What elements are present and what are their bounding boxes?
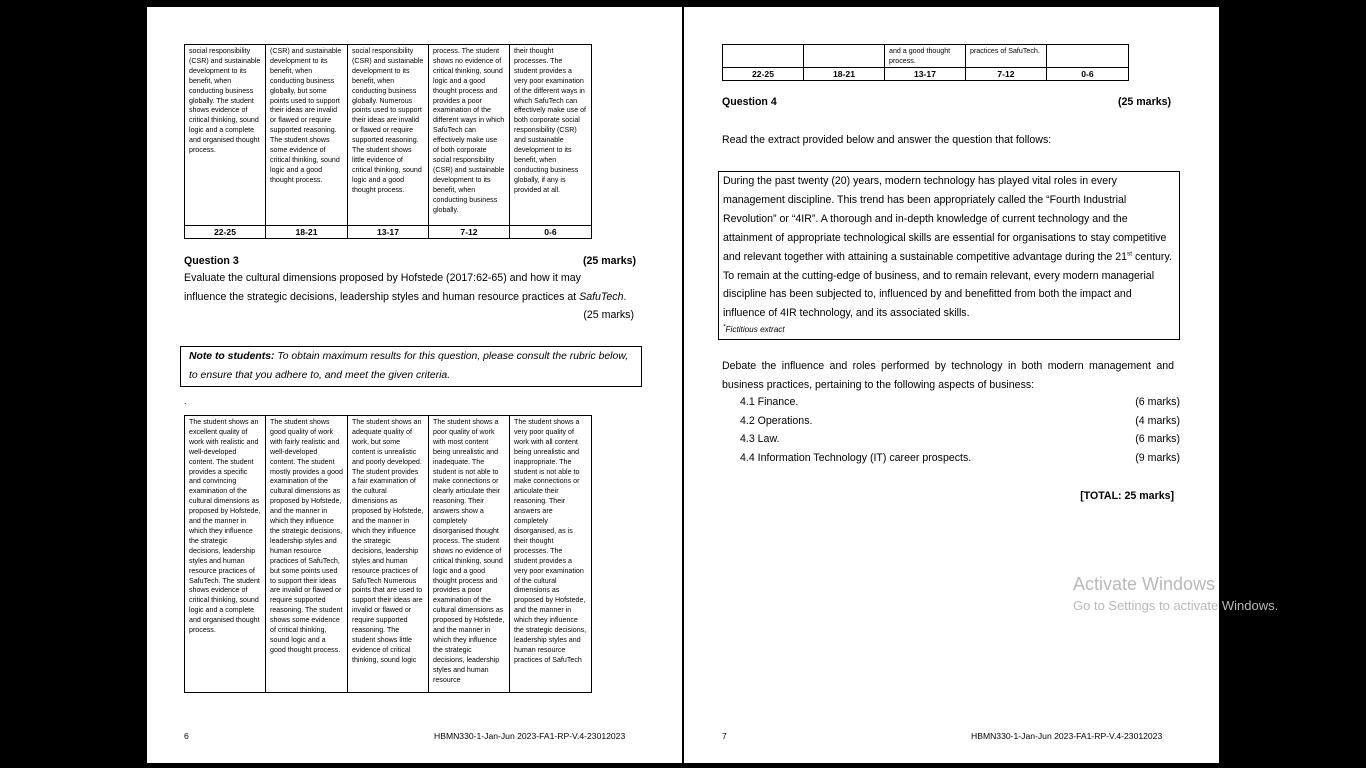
- aspect-law: [740, 433, 1180, 452]
- question-3-marks-repeat: (25 marks): [583, 309, 634, 321]
- question-3-heading: Question 3: [184, 255, 239, 267]
- rubric-table-question-3: [184, 415, 592, 693]
- page-number: 6: [184, 731, 189, 741]
- rubric-score: 13-17: [885, 67, 966, 80]
- rubric-score: 7-12: [966, 67, 1047, 80]
- document-page-7: [684, 7, 1219, 763]
- rubric-score: 7-12: [429, 226, 510, 239]
- aspect-marks: (9 marks): [1135, 452, 1180, 464]
- watermark-title: Activate Windows: [1073, 574, 1216, 594]
- question-3-line-1: Evaluate the cultural dimensions proposed by Hofstede (2017:62-65) and how it may: [184, 272, 581, 284]
- aspect-label: 4.1 Finance.: [740, 396, 799, 408]
- document-code: HBMN330-1-Jan-Jun 2023-FA1-RP-V.4-23012023: [971, 731, 1163, 741]
- rubric-score: 22-25: [723, 67, 804, 80]
- rubric-score: 13-17: [348, 226, 429, 239]
- rubric-cell: [1047, 45, 1129, 68]
- rubric-cell: and a good thought process.: [885, 45, 966, 68]
- document-page-6: [147, 7, 682, 763]
- rubric-cell: The student shows good quality of work with fairly realistic and well-developed content. The student mostly provides a good examination of the cultural dimensions as proposed by Hofstede, and the manner in which they influence the strategic decisions, leadership styles and human resource practices of SafuTech, but some points used to support their ideas are invalid or flawed or require supported reasoning. The student shows some evidence of critical thinking, sound logic and a good thought process.: [266, 416, 348, 693]
- rubric-cell: social responsibility (CSR) and sustainable development to its benefit, when conducting business globally. The student shows evidence of critical thinking, sound logic and a complete and organised thought process.: [185, 45, 266, 226]
- question-4-marks: (25 marks): [1118, 96, 1171, 108]
- aspect-label: 4.2 Operations.: [740, 415, 813, 427]
- question-3-text: [184, 269, 654, 307]
- aspect-marks: (6 marks): [1135, 433, 1180, 445]
- question-3-marks: (25 marks): [583, 255, 636, 267]
- note-to-students: [180, 346, 642, 387]
- rubric-cell: The student shows a very poor quality of work with all content being unrealistic and inappropriate. The student is not able to make connections or articulate their reasoning. Their answers are completely disorganised, as is their thought processes. The student provides a very poor examination of the cultural dimensions as proposed by Hofstede, and the manner in which they influence the strategic decisions, leadership styles and human resource practices of SafuTech: [510, 416, 592, 693]
- rubric-cell: their thought processes. The student provides a very poor examination of the different ways in which SafuTech can effectively make use of both corporate social responsibility (CSR) and sustainable development to its benefit, when conducting business globally, if any is provided at all.: [510, 45, 592, 226]
- rubric-cell: process. The student shows no evidence of critical thinking, sound logic and a good thought process and provides a poor examination of the different ways in which SafuTech can effectively make use of both corporate social responsibility (CSR) and sustainable development to its benefit, when conducting business globally.: [429, 45, 510, 226]
- rubric-cell: social responsibility (CSR) and sustainable development to its benefit, when conducting business globally. Numerous points used to support their ideas are invalid or flawed or require supported reasoning. The student shows little evidence of critical thinking, sound logic and a good thought process.: [348, 45, 429, 226]
- stray-mark: .: [184, 396, 187, 406]
- aspect-it-career: [740, 452, 1180, 471]
- total-marks: [TOTAL: 25 marks]: [1080, 490, 1174, 502]
- question-4-intro: Read the extract provided below and answer the question that follows:: [722, 134, 1052, 146]
- aspect-operations: [740, 415, 1180, 434]
- question-4-heading: Question 4: [722, 96, 777, 108]
- aspect-finance: [740, 396, 1180, 415]
- rubric-score: 22-25: [185, 226, 266, 239]
- rubric-cell: The student shows a poor quality of work with most content being unrealistic and inadequate. The student is not able to make connections or clearly articulate their reasoning. Their answers show a completely disorganised thought process. The student shows no evidence of critical thinking, sound logic and a good thought process and provides a poor examination of the cultural dimensions as proposed by Hofstede, and the manner in which they influence the strategic decisions, leadership styles and human resource: [429, 416, 510, 693]
- rubric-score: 18-21: [804, 67, 885, 80]
- rubric-score: 0-6: [510, 226, 592, 239]
- rubric-table-question-3-continued: [722, 44, 1129, 81]
- rubric-cell: (CSR) and sustainable development to its benefit, when conducting business globally, but some points used to support their ideas are invalid or flawed or require supported reasoning. The student shows some evidence of critical thinking, sound logic and a good thought process.: [266, 45, 348, 226]
- document-code: HBMN330-1-Jan-Jun 2023-FA1-RP-V.4-23012023: [434, 731, 626, 741]
- extract-box: [718, 171, 1180, 340]
- question-3-line-2: influence the strategic decisions, leadership styles and human resource practices at SafuTech.: [184, 290, 627, 303]
- page-number: 7: [722, 731, 727, 741]
- aspect-marks: (4 marks): [1135, 415, 1180, 427]
- rubric-score: 0-6: [1047, 67, 1129, 80]
- note-label: Note to students:: [189, 351, 275, 362]
- rubric-cell: [804, 45, 885, 68]
- watermark-subtitle: Go to Settings to activate Windows.: [1073, 598, 1279, 613]
- rubric-cell: The student shows an adequate quality of work, but some content is unrealistic and poorly developed. The student provides a fair examination of the cultural dimensions as proposed by Hofstede, and the manner in which they influence the strategic decisions, leadership styles and human resource practices of SafuTech Numerous points that are used to support their ideas are invalid or flawed or require supported reasoning. The student shows little evidence of critical thinking, sound logic: [348, 416, 429, 693]
- note-text: To obtain maximum results for this question, please consult the rubric below, to ensure that you adhere to, and meet the given criteria.: [189, 351, 629, 381]
- rubric-cell: [723, 45, 804, 68]
- company-name: SafuTech: [579, 290, 624, 303]
- extract-text: During the past twenty (20) years, modern technology has played vital roles in every management discipline. This trend has been appropriately called the “Fourth Industrial Revolution” or “4IR”. A thorough and in-depth knowledge of current technology and the attainment of appropriate technological skills are essential for organisations to stay competitive and relevant together with attaining a sustainable competitive advantage during the 21st century. To remain at the cutting-edge of business, and to remain relevant, every modern managerial discipline has been subjected to, influenced by and benefitted from both the impact and influence of 4IR technology, and its associated skills.: [723, 175, 1172, 320]
- debate-instruction: Debate the influence and roles performed by technology in both modern management and business practices, pertaining to the following aspects of business:: [722, 360, 1174, 391]
- activate-windows-watermark: [1073, 573, 1278, 614]
- rubric-cell: practices of SafuTech.: [966, 45, 1047, 68]
- rubric-cell: The student shows an excellent quality of work with realistic and well-developed content. The student provides a specific and convincing examination of the cultural dimensions as proposed by Hofstede, and the manner in which they influence the strategic decisions, leadership styles and human resource practices of SafuTech. The student shows evidence of critical thinking, sound logic and a complete and organised thought process.: [185, 416, 266, 693]
- extract-footnote: *Fictitious extract: [723, 323, 785, 335]
- aspect-label: 4.4 Information Technology (IT) career prospects.: [740, 452, 972, 464]
- rubric-score: 18-21: [266, 226, 348, 239]
- rubric-table-question-2: [184, 44, 592, 239]
- aspect-marks: (6 marks): [1135, 396, 1180, 408]
- aspect-label: 4.3 Law.: [740, 433, 780, 445]
